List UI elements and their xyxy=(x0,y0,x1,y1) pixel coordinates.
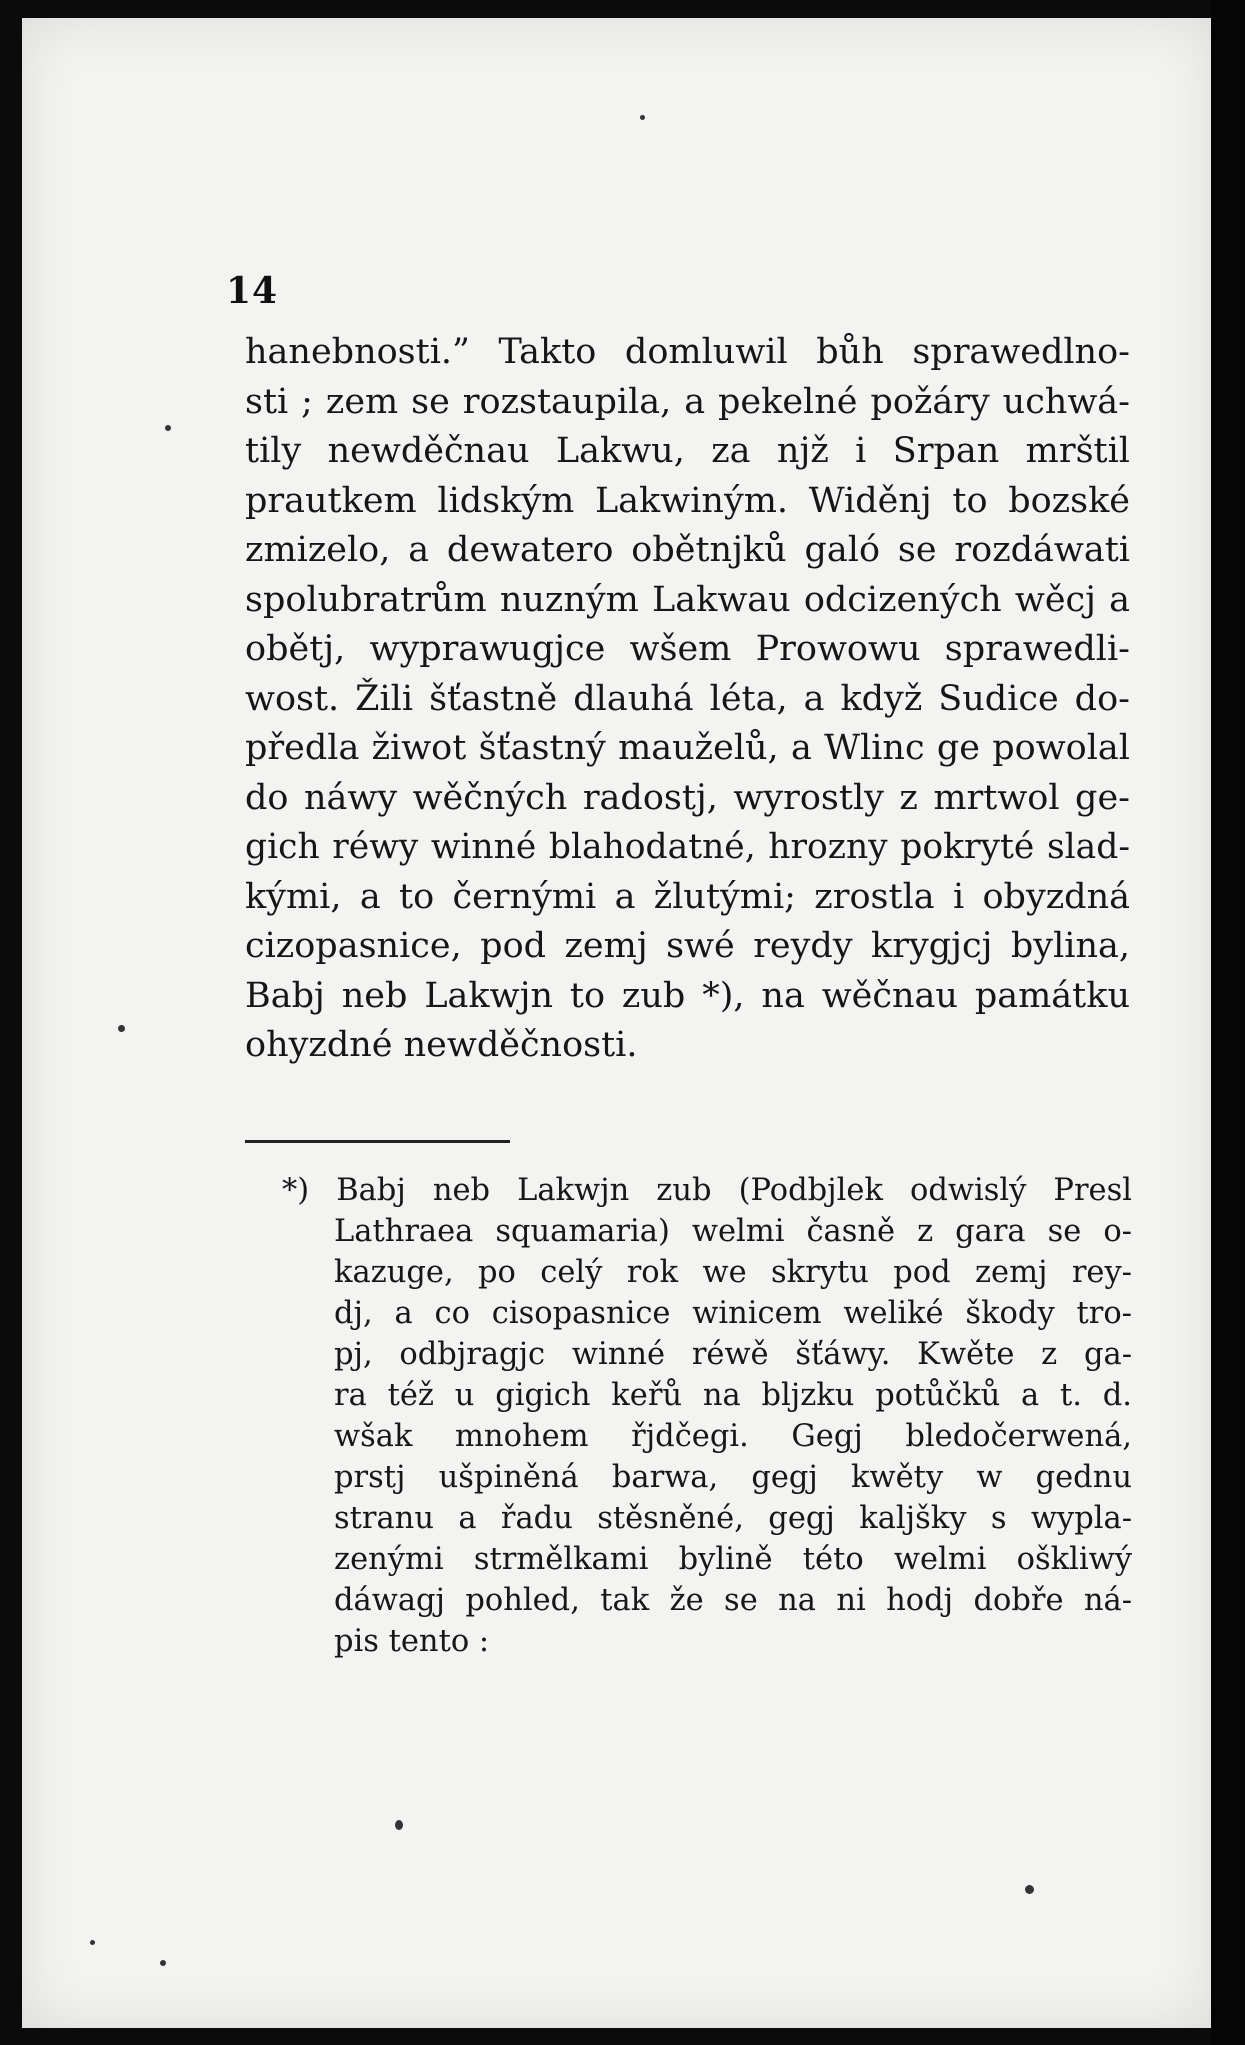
scan-speck xyxy=(395,1820,403,1830)
scan-speck xyxy=(640,115,645,120)
text-line: Babj neb Lakwjn to zub *), na wěčnau památku xyxy=(245,975,1130,1016)
footnote-line: prstj ušpiněná barwa, gegj kwěty w gednu xyxy=(334,1460,1132,1495)
footnote-line: Lathraea squamaria) welmi časně z gara se o- xyxy=(334,1214,1132,1249)
footnote-line: dáwagj pohled, tak že se na ni hodj dobře ná- xyxy=(334,1583,1132,1618)
footnote-line: zenými strmělkami bylině této welmi oškliwý xyxy=(334,1542,1132,1577)
scan-speck xyxy=(165,425,171,431)
text-line: obětj, wyprawugjce wšem Prowowu sprawedli- xyxy=(245,629,1130,669)
footnote-line: pj, odbjragjc winné réwě šťáwy. Kwěte z ga- xyxy=(334,1337,1132,1372)
footnote xyxy=(282,1170,1132,1662)
text-line: předla žiwot šťastný mauželů, a Wlinc ge powolal xyxy=(245,728,1130,768)
text-line: kými, a to černými a žlutými; zrostla i obyzdná xyxy=(245,876,1130,917)
text-line: gich réwy winné blahodatné, hrozny pokryté slad- xyxy=(245,827,1130,867)
scan-speck xyxy=(1025,1885,1034,1894)
footnote-line: dj, a co cisopasnice winicem weliké škody tro- xyxy=(334,1296,1132,1331)
scan-speck xyxy=(160,1960,166,1966)
scan-border xyxy=(1211,0,1245,2045)
text-line: ohyzdné newděčnosti. xyxy=(245,1025,638,1065)
footnote-line: stranu a řadu stěsněné, gegj kaljšky s wypla- xyxy=(334,1501,1132,1536)
footnote-line: wšak mnohem řjdčegi. Gegj bledočerwená, xyxy=(334,1419,1132,1454)
footnote-line: *) Babj neb Lakwjn zub (Podbjlek odwislý Presl xyxy=(282,1173,1132,1208)
text-line: spolubratrům nuzným Lakwau odcizených wěcj a xyxy=(245,579,1130,620)
text-line: zmizelo, a dewatero obětnjků galó se rozdáwati xyxy=(245,530,1130,570)
scan-speck xyxy=(118,1025,125,1032)
footnote-line: kazuge, po celý rok we skrytu pod zemj rey- xyxy=(334,1255,1132,1290)
footnote-rule xyxy=(245,1140,510,1143)
text-line: do náwy wěčných radostj, wyrostly z mrtwol ge- xyxy=(245,777,1130,818)
main-paragraph xyxy=(245,328,1130,1071)
scan-speck xyxy=(90,1940,95,1945)
text-line: cizopasnice, pod zemj swé reydy krygjcj bylina, xyxy=(245,926,1130,966)
text-line: tily newděčnau Lakwu, za njž i Srpan mrštil xyxy=(245,431,1130,471)
text-line: hanebnosti.” Takto domluwil bůh sprawedlno- xyxy=(245,332,1130,372)
footnote-line: ra též u gigich keřů na bljzku potůčků a t. d. xyxy=(334,1378,1132,1413)
text-line: wost. Žili šťastně dlauhá léta, a když Sudice do- xyxy=(245,678,1130,719)
text-line: sti ; zem se rozstaupila, a pekelné požáry uchwá- xyxy=(245,381,1130,422)
footnote-line: pis tento : xyxy=(334,1624,490,1659)
text-line: prautkem lidským Lakwiným. Widěnj to bozské xyxy=(245,480,1130,521)
page-number: 14 xyxy=(226,270,279,312)
